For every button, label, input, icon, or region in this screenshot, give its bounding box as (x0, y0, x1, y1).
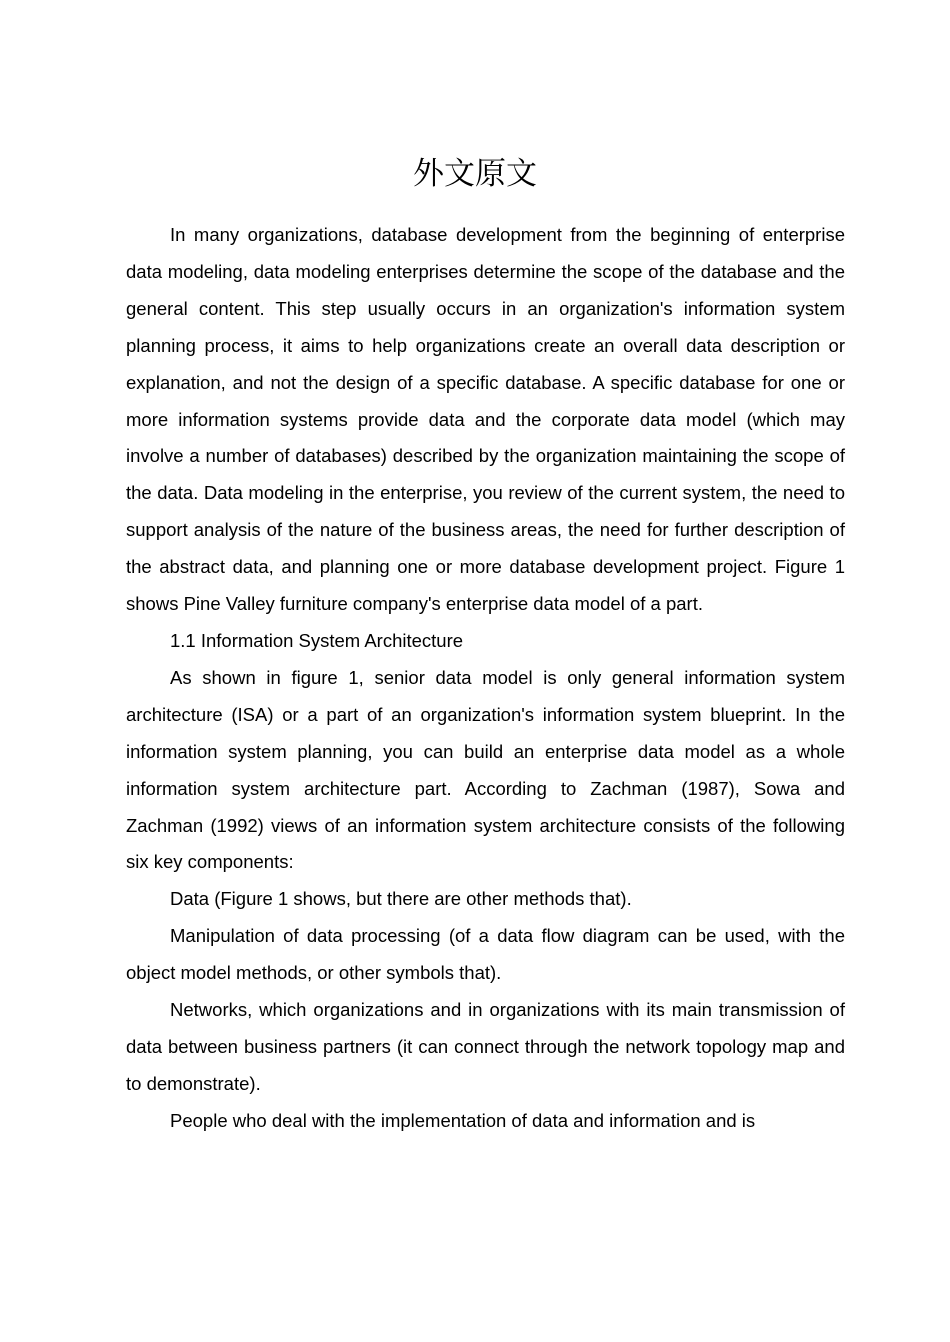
document-body (126, 217, 845, 1140)
paragraph-intro: In many organizations, database development from the beginning of enterprise data modeling, data modeling enterprises determine the scope of the database and the general content. This step usually occurs in an organization's information system planning process, it aims to help organizations create an overall data description or explanation, and not the design of a specific database. A specific database for one or more information systems provide data and the corporate data model (which may involve a number of databases) described by the organization maintaining the scope of the data. Data modeling in the enterprise, you review of the current system, the need to support analysis of the nature of the business areas, the need for further description of the abstract data, and planning one or more database development project. Figure 1 shows Pine Valley furniture company's enterprise data model of a part. (126, 224, 845, 615)
page-title: 外文原文 (413, 156, 537, 192)
section-heading: 1.1 Information System Architecture (170, 629, 464, 651)
paragraph-data: Data (Figure 1 shows, but there are other methods that). (170, 888, 632, 910)
paragraph-isa: As shown in figure 1, senior data model is only general information system architecture (ISA) or a part of an organization's information system blueprint. In the information system planning, you can build an enterprise data model as a whole information system architecture part. According to Zachman (1987), Sowa and Zachman (1992) views of an information system architecture consists of the following six key components: (126, 666, 845, 873)
paragraph-manipulation: Manipulation of data processing (of a data flow diagram can be used, with the object model methods, or other symbols that). (126, 925, 845, 984)
paragraph-networks: Networks, which organizations and in organizations with its main transmission of data between business partners (it can connect through the network topology map and to demonstrate). (126, 999, 845, 1094)
paragraph-people: People who deal with the implementation of data and information and is (170, 1109, 756, 1131)
